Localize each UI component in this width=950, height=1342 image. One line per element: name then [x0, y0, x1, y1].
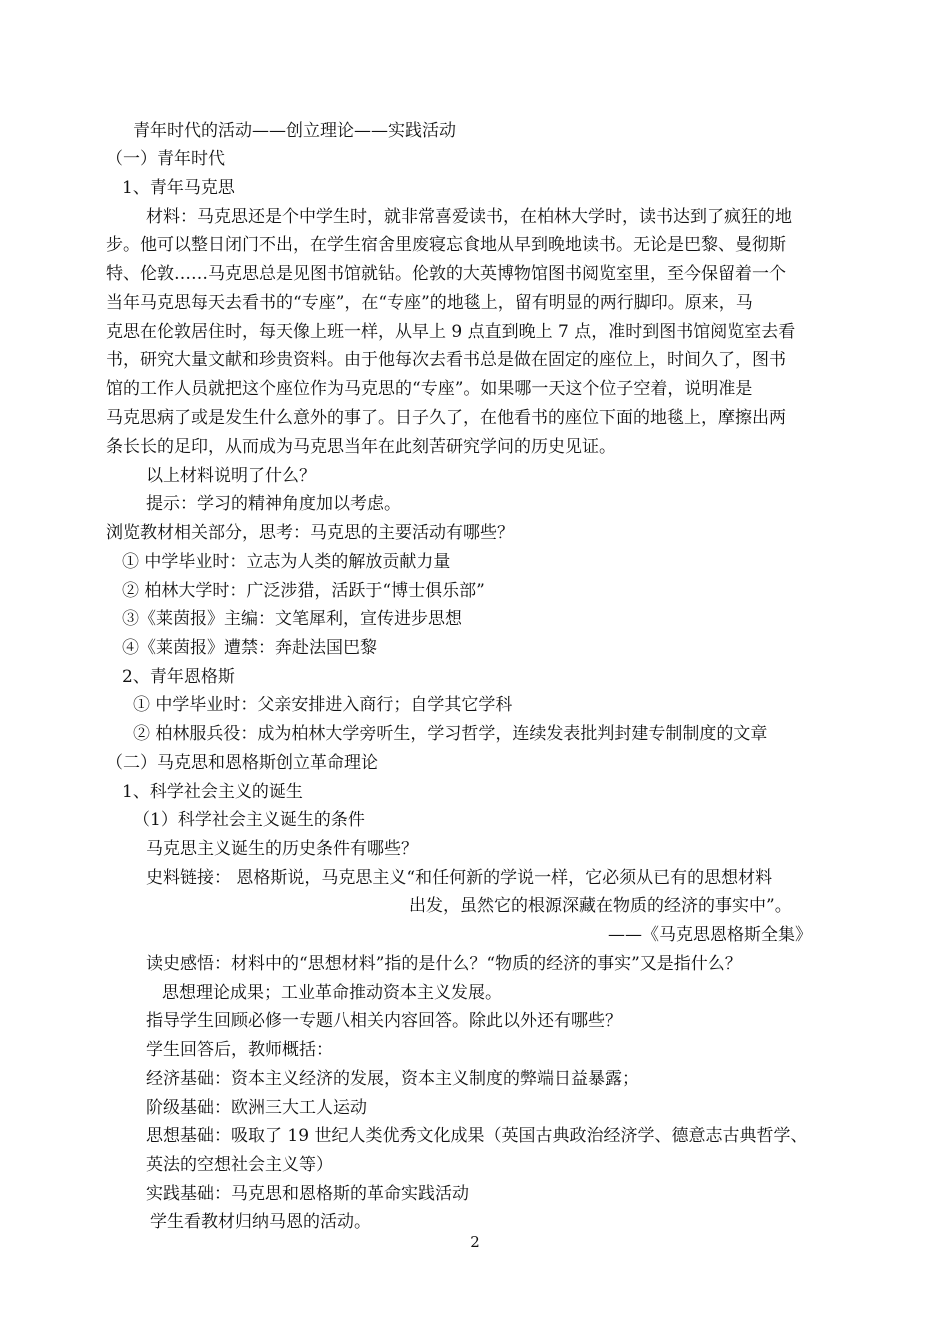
guide-text: 指导学生回顾必修一专题八相关内容回答。除此以外还有哪些？	[146, 1011, 622, 1031]
source-link-line: 史料链接： 恩格斯说，马克思主义“和任何新的学说一样，它必须从已有的思想材料	[146, 868, 773, 888]
material-line: 特、伦敦……马克思总是见图书馆就钻。伦敦的大英博物馆图书阅览室里，至今保留着一个	[106, 264, 786, 284]
material-line: 马克思病了或是发生什么意外的事了。日子久了，在他看书的座位下面的地毯上，摩擦出两	[106, 408, 786, 428]
question-text: 马克思主义诞生的历史条件有哪些？	[146, 839, 418, 859]
list-item: ④《莱茵报》遭禁：奔赴法国巴黎	[122, 638, 377, 658]
source-link-line: 出发，虽然它的根源深藏在物质的经济的事实中”。	[409, 896, 792, 916]
list-item: ② 柏林大学时：广泛涉猎，活跃于“博士俱乐部”	[122, 581, 485, 601]
reading-reflection: 读史感悟：材料中的“思想材料”指的是什么？“物质的经济的事实”又是指什么？	[146, 954, 742, 974]
section-title-theory: （二）马克思和恩格斯创立革命理论	[106, 753, 378, 773]
summary-intro: 学生回答后，教师概括：	[146, 1040, 333, 1060]
thought-basis-line: 思想基础：吸取了 19 世纪人类优秀文化成果（英国古典政治经济学、德意志古典哲学、	[146, 1126, 808, 1146]
subsection-young-marx: 1、青年马克思	[122, 178, 235, 198]
list-item: ① 中学毕业时：立志为人类的解放贡献力量	[122, 552, 451, 572]
subsection-young-engels: 2、青年恩格斯	[122, 667, 235, 687]
source-citation: ——《马克思恩格斯全集》	[608, 925, 812, 945]
material-line: 克思在伦敦居住时，每天像上班一样，从早上 9 点直到晚上 7 点，准时到图书馆阅览室去看	[106, 322, 796, 342]
thought-basis-line: 英法的空想社会主义等）	[146, 1155, 333, 1175]
subsection-conditions: （1）科学社会主义诞生的条件	[133, 810, 365, 830]
page-heading: 青年时代的活动——创立理论——实践活动	[133, 121, 456, 141]
material-line: 馆的工作人员就把这个座位作为马克思的“专座”。如果哪一天这个位子空着，说明准是	[106, 379, 753, 399]
student-task: 学生看教材归纳马恩的活动。	[150, 1212, 371, 1232]
material-line: 当年马克思每天去看书的“专座”，在“专座”的地毯上，留有明显的两行脚印。原来，马	[106, 293, 753, 313]
material-line: 材料：马克思还是个中学生时，就非常喜爱读书，在柏林大学时，读书达到了疯狂的地	[146, 207, 792, 227]
economic-basis: 经济基础：资本主义经济的发展，资本主义制度的弊端日益暴露；	[146, 1069, 639, 1089]
answer-text: 思想理论成果；工业革命推动资本主义发展。	[162, 983, 502, 1003]
list-item: ③《莱茵报》主编：文笔犀利，宣传进步思想	[122, 609, 462, 629]
practice-basis: 实践基础：马克思和恩格斯的革命实践活动	[146, 1184, 469, 1204]
subsection-socialism: 1、科学社会主义的诞生	[122, 782, 303, 802]
browse-prompt: 浏览教材相关部分，思考：马克思的主要活动有哪些？	[106, 523, 514, 543]
question-text: 以上材料说明了什么？	[146, 466, 316, 486]
class-basis: 阶级基础：欧洲三大工人运动	[146, 1098, 367, 1118]
material-line: 条长长的足印，从而成为马克思当年在此刻苦研究学问的历史见证。	[106, 437, 616, 457]
material-line: 书，研究大量文献和珍贵资料。由于他每次去看书总是做在固定的座位上，时间久了，图书	[106, 350, 786, 370]
page-number: 2	[470, 1233, 480, 1251]
hint-text: 提示：学习的精神角度加以考虑。	[146, 494, 401, 514]
list-item: ② 柏林服兵役：成为柏林大学旁听生，学习哲学，连续发表批判封建专制制度的文章	[133, 724, 768, 744]
material-line: 步。他可以整日闭门不出，在学生宿舍里废寝忘食地从早到晚地读书。无论是巴黎、曼彻斯	[106, 235, 786, 255]
section-title-youth: （一）青年时代	[106, 149, 225, 169]
list-item: ① 中学毕业时：父亲安排进入商行；自学其它学科	[133, 695, 513, 715]
